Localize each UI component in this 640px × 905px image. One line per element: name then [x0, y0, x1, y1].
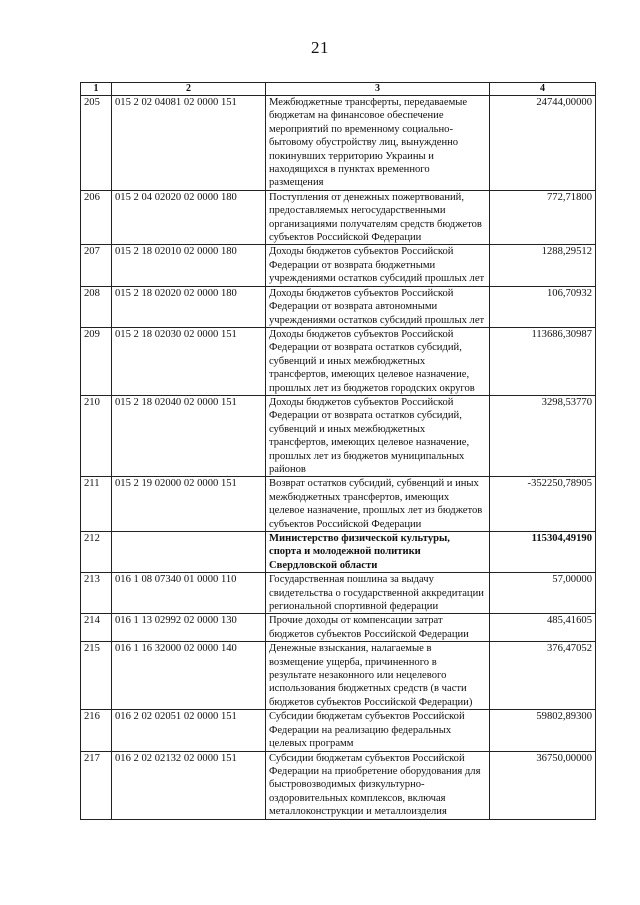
- description-line: Федерации от возврата остатков субсидий,: [269, 410, 462, 422]
- table-row: [81, 751, 596, 819]
- income-description: [266, 710, 490, 751]
- description-line: возмещение ущерба, причиненного в: [269, 656, 437, 668]
- income-description: [266, 327, 490, 395]
- budget-code: 015 2 18 02030 02 0000 151: [112, 327, 266, 395]
- description-line: организациями получателям средств бюджетов: [269, 218, 482, 230]
- amount: 57,00000: [490, 573, 596, 614]
- budget-code: 015 2 18 02010 02 0000 180: [112, 245, 266, 286]
- description-line: Федерации на приобретение оборудования для: [269, 765, 481, 777]
- amount: 772,71800: [490, 190, 596, 245]
- description-line: Доходы бюджетов субъектов Российской: [269, 246, 454, 258]
- table-row: [81, 642, 596, 710]
- row-number: 205: [81, 96, 112, 191]
- description-line: результате незаконного или нецелевого: [269, 670, 447, 682]
- description-line: субвенций и иных межбюджетных: [269, 355, 426, 367]
- amount: 485,41605: [490, 614, 596, 642]
- description-line: Прочие доходы от компенсации затрат: [269, 615, 443, 627]
- description-line: учреждениями остатков субсидий прошлых лет: [269, 273, 485, 285]
- row-number: 213: [81, 573, 112, 614]
- description-line: бюджетов субъектов Российской Федерации): [269, 696, 473, 708]
- description-line: бытовому обустройству лиц, вынужденно: [269, 137, 459, 149]
- amount: 3298,53770: [490, 395, 596, 476]
- table-row: [81, 573, 596, 614]
- table-row: [81, 710, 596, 751]
- budget-code: 015 2 18 02020 02 0000 180: [112, 286, 266, 327]
- amount: 1288,29512: [490, 245, 596, 286]
- description-line: Федерации от возврата бюджетными: [269, 259, 436, 271]
- income-description: [266, 96, 490, 191]
- description-line: спорта и молодежной политики: [269, 546, 421, 558]
- description-line: Федерации на реализацию федеральных: [269, 724, 452, 736]
- budget-table: [80, 82, 596, 820]
- table-body: [81, 96, 596, 820]
- row-number: 214: [81, 614, 112, 642]
- table-header-row: [81, 83, 596, 96]
- income-description: [266, 190, 490, 245]
- description-line: мероприятий по временному социально-: [269, 123, 453, 135]
- description-line: Поступления от денежных пожертвований,: [269, 191, 464, 203]
- page-number: 21: [311, 38, 329, 57]
- description-line: размещения: [269, 177, 324, 189]
- row-number: 215: [81, 642, 112, 710]
- income-description: [266, 477, 490, 532]
- table-row: [81, 477, 596, 532]
- budget-code: 015 2 18 02040 02 0000 151: [112, 395, 266, 476]
- income-description: [266, 573, 490, 614]
- description-line: предоставляемых негосударственными: [269, 205, 446, 217]
- column-header-3: 3: [266, 83, 490, 96]
- description-line: субъектов Российской Федерации: [269, 232, 422, 244]
- income-description: [266, 642, 490, 710]
- description-line: покинувших территорию Украины и: [269, 150, 434, 162]
- column-header-2: 2: [112, 83, 266, 96]
- description-line: оздоровительных комплексов, включая: [269, 792, 446, 804]
- description-line: субвенций и иных межбюджетных: [269, 423, 426, 435]
- row-number: 209: [81, 327, 112, 395]
- table-row: [81, 327, 596, 395]
- row-number: 211: [81, 477, 112, 532]
- description-line: Субсидии бюджетам субъектов Российской: [269, 711, 465, 723]
- description-line: находящихся в пунктах временного: [269, 164, 430, 176]
- description-line: Доходы бюджетов субъектов Российской: [269, 396, 454, 408]
- budget-code: 016 1 08 07340 01 0000 110: [112, 573, 266, 614]
- row-number: 210: [81, 395, 112, 476]
- amount: 36750,00000: [490, 751, 596, 819]
- description-line: районов: [269, 463, 306, 475]
- income-description: [266, 751, 490, 819]
- row-number: 207: [81, 245, 112, 286]
- budget-code: 015 2 19 02000 02 0000 151: [112, 477, 266, 532]
- description-line: металлоконструкции и металлоизделия: [269, 806, 447, 818]
- description-line: Государственная пошлина за выдачу: [269, 574, 434, 586]
- row-number: 216: [81, 710, 112, 751]
- table-row: [81, 96, 596, 191]
- description-line: прошлых лет из бюджетов городских округов: [269, 382, 475, 394]
- description-line: быстровозводимых физкультурно-: [269, 779, 425, 791]
- amount: 59802,89300: [490, 710, 596, 751]
- description-line: Доходы бюджетов субъектов Российской: [269, 287, 454, 299]
- description-line: использования бюджетных средств (в части: [269, 683, 467, 695]
- amount: -352250,78905: [490, 477, 596, 532]
- row-number: 212: [81, 532, 112, 573]
- description-line: учреждениями остатков субсидий прошлых лет: [269, 314, 485, 326]
- income-description: [266, 614, 490, 642]
- income-description: [266, 245, 490, 286]
- description-line: Федерации от возврата автономными: [269, 301, 438, 313]
- amount: 106,70932: [490, 286, 596, 327]
- column-header-4: 4: [490, 83, 596, 96]
- table-row: [81, 532, 596, 573]
- row-number: 217: [81, 751, 112, 819]
- budget-code: 016 2 02 02051 02 0000 151: [112, 710, 266, 751]
- description-line: Межбюджетные трансферты, передаваемые: [269, 97, 468, 108]
- row-number: 206: [81, 190, 112, 245]
- budget-code: 016 1 16 32000 02 0000 140: [112, 642, 266, 710]
- budget-code: [112, 532, 266, 573]
- description-line: бюджетов субъектов Российской Федерации: [269, 628, 469, 640]
- column-header-1: 1: [81, 83, 112, 96]
- table-row: [81, 190, 596, 245]
- amount: 24744,00000: [490, 96, 596, 191]
- budget-code: 016 2 02 02132 02 0000 151: [112, 751, 266, 819]
- description-line: свидетельства о государственной аккредитации: [269, 587, 484, 599]
- table-row: [81, 245, 596, 286]
- description-line: межбюджетных трансфертов, имеющих: [269, 491, 450, 503]
- description-line: целевое назначение, прошлых лет из бюджетов: [269, 505, 483, 517]
- income-description: [266, 286, 490, 327]
- budget-code: 015 2 04 02020 02 0000 180: [112, 190, 266, 245]
- description-line: Федерации от возврата остатков субсидий,: [269, 342, 462, 354]
- table-row: [81, 395, 596, 476]
- description-line: прошлых лет из бюджетов муниципальных: [269, 450, 465, 462]
- description-line: региональной спортивной федерации: [269, 601, 439, 613]
- description-line: Возврат остатков субсидий, субвенций и иных: [269, 478, 479, 490]
- amount: 113686,30987: [490, 327, 596, 395]
- amount: 115304,49190: [490, 532, 596, 573]
- income-description: [266, 395, 490, 476]
- table-row: [81, 286, 596, 327]
- description-line: трансфертов, имеющих целевое назначение,: [269, 369, 470, 381]
- description-line: Субсидии бюджетам субъектов Российской: [269, 752, 465, 764]
- table-row: [81, 614, 596, 642]
- description-line: Доходы бюджетов субъектов Российской: [269, 328, 454, 340]
- description-line: трансфертов, имеющих целевое назначение,: [269, 437, 470, 449]
- amount: 376,47052: [490, 642, 596, 710]
- description-line: Министерство физической культуры,: [269, 533, 450, 544]
- description-line: целевых программ: [269, 738, 354, 750]
- description-line: Свердловской области: [269, 559, 378, 571]
- description-line: бюджетам на финансовое обеспечение: [269, 110, 444, 122]
- description-line: Денежные взыскания, налагаемые в: [269, 643, 432, 655]
- budget-code: 016 1 13 02992 02 0000 130: [112, 614, 266, 642]
- income-description: [266, 532, 490, 573]
- row-number: 208: [81, 286, 112, 327]
- budget-code: 015 2 02 04081 02 0000 151: [112, 96, 266, 191]
- description-line: субъектов Российской Федерации: [269, 518, 422, 530]
